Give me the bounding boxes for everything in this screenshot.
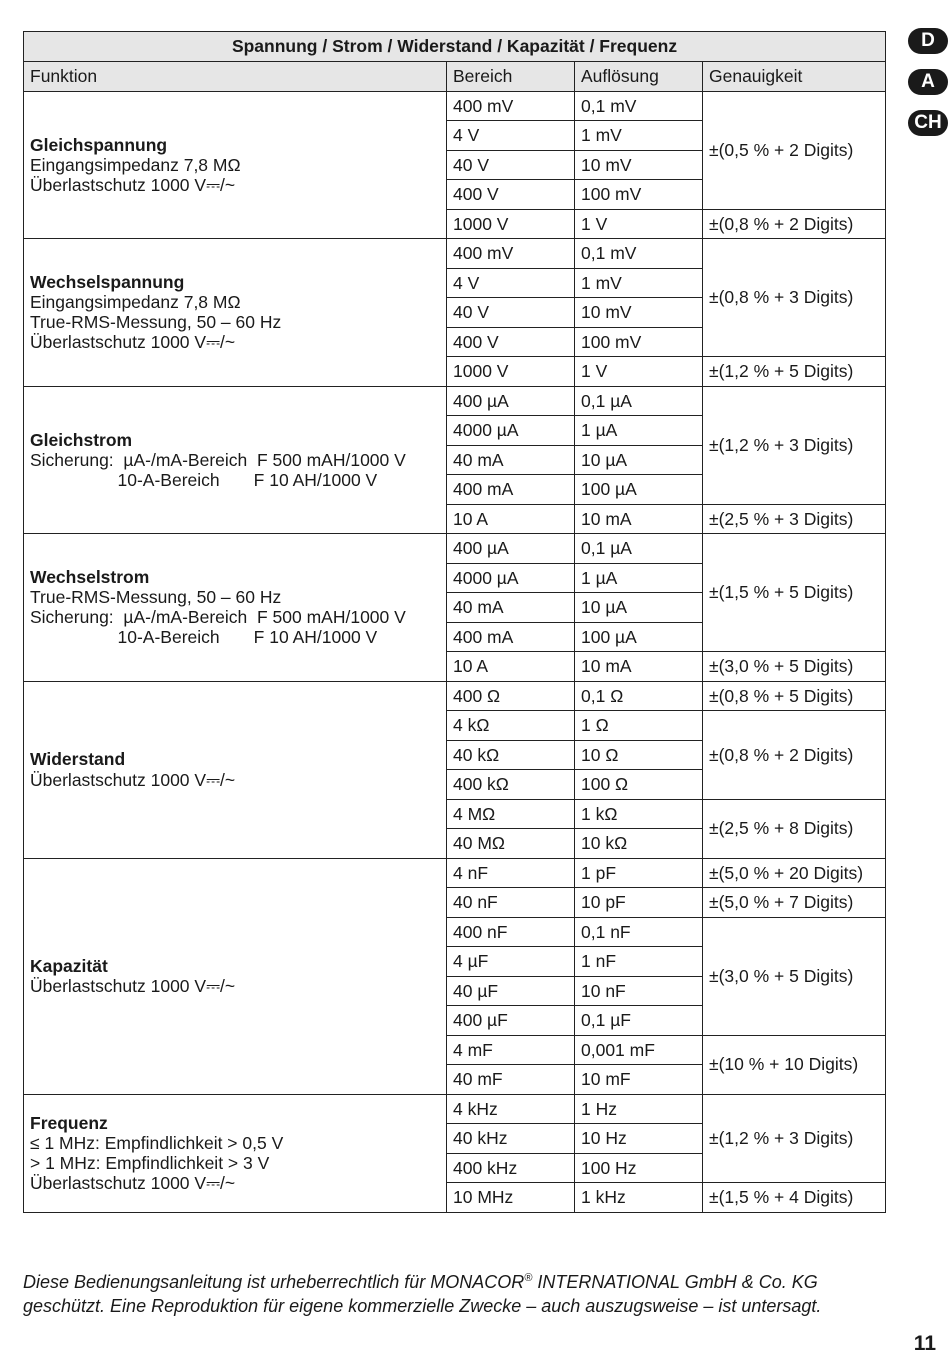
range-cell: 400 V [447,180,575,210]
table-row [24,858,886,888]
accuracy-cell: ±(2,5 % + 8 Digits) [703,799,886,858]
table-body [24,91,886,1212]
range-cell: 4 MΩ [447,799,575,829]
function-detail-line: Eingangsimpedanz 7,8 MΩ [30,292,241,313]
resolution-cell: 10 Ω [575,740,703,770]
resolution-cell: 10 kΩ [575,829,703,859]
range-cell: 40 mA [447,445,575,475]
range-cell: 4 µF [447,947,575,977]
resolution-cell: 1 µA [575,416,703,446]
resolution-cell: 1 pF [575,858,703,888]
accuracy-cell: ±(5,0 % + 20 Digits) [703,858,886,888]
resolution-cell: 10 mV [575,150,703,180]
table-row [24,681,886,711]
range-cell: 10 MHz [447,1183,575,1213]
range-cell: 40 V [447,298,575,328]
resolution-cell: 10 mA [575,652,703,682]
table-row [24,386,886,416]
resolution-cell: 0,001 mF [575,1035,703,1065]
resolution-cell: 0,1 mV [575,239,703,269]
copyright-line-2: geschützt. Eine Reproduktion für eigene kommerzielle Zwecke – auch auszugsweise – ist untersagt. [23,1296,822,1316]
range-cell: 4 mF [447,1035,575,1065]
table-row [24,534,886,564]
range-cell: 4 V [447,121,575,151]
resolution-cell: 1 Ω [575,711,703,741]
column-header-genauigkeit: Genauigkeit [703,62,886,92]
function-name: Kapazität [30,955,108,976]
range-cell: 1000 V [447,357,575,387]
function-detail-line: Überlastschutz 1000 V⎓/~ [30,1173,236,1194]
range-cell: 400 nF [447,917,575,947]
function-cell [24,681,447,858]
accuracy-cell: ±(1,5 % + 5 Digits) [703,534,886,652]
resolution-cell: 100 µA [575,622,703,652]
resolution-cell: 1 kΩ [575,799,703,829]
function-detail-line: True-RMS-Messung, 50 – 60 Hz [30,312,282,333]
range-cell: 1000 V [447,209,575,239]
table-title: Spannung / Strom / Widerstand / Kapazität / Frequenz [24,32,886,62]
accuracy-cell: ±(1,2 % + 5 Digits) [703,357,886,387]
range-cell: 400 mV [447,91,575,121]
range-cell: 400 mA [447,475,575,505]
function-cell [24,91,447,239]
range-cell: 4 kΩ [447,711,575,741]
function-detail-line: Überlastschutz 1000 V⎓/~ [30,332,236,353]
function-detail-line: ≤ 1 MHz: Empfindlichkeit > 0,5 V [30,1132,284,1153]
function-cell [24,858,447,1094]
resolution-cell: 0,1 µF [575,1006,703,1036]
function-detail-line: Sicherung: µA-/mA-Bereich F 500 mAH/1000 V [30,449,406,470]
function-detail-line: Eingangsimpedanz 7,8 MΩ [30,154,241,175]
resolution-cell: 10 mF [575,1065,703,1095]
resolution-cell: 10 µA [575,593,703,623]
range-cell: 400 kHz [447,1153,575,1183]
range-cell: 400 kΩ [447,770,575,800]
resolution-cell: 10 µA [575,445,703,475]
range-cell: 10 A [447,504,575,534]
resolution-cell: 1 mV [575,121,703,151]
accuracy-cell: ±(2,5 % + 3 Digits) [703,504,886,534]
function-detail-line: 10-A-Bereich F 10 AH/1000 V [30,627,378,648]
resolution-cell: 10 pF [575,888,703,918]
resolution-cell: 100 Hz [575,1153,703,1183]
table-row [24,91,886,121]
language-tab-d: D [908,28,948,54]
resolution-cell: 0,1 nF [575,917,703,947]
range-cell: 400 µA [447,386,575,416]
column-header-aufloesung: Auflösung [575,62,703,92]
function-detail-line: Überlastschutz 1000 V⎓/~ [30,976,236,996]
copyright-text-a: Diese Bedienungsanleitung ist urheberrechtlich für MONACOR [23,1272,525,1292]
accuracy-cell: ±(0,8 % + 3 Digits) [703,239,886,357]
specifications-table [23,31,886,1213]
resolution-cell: 100 µA [575,475,703,505]
resolution-cell: 1 µA [575,563,703,593]
resolution-cell: 1 Hz [575,1094,703,1124]
range-cell: 10 A [447,652,575,682]
function-name: Gleichspannung [30,134,168,155]
range-cell: 400 µF [447,1006,575,1036]
resolution-cell: 10 mA [575,504,703,534]
range-cell: 4 V [447,268,575,298]
column-header-bereich: Bereich [447,62,575,92]
range-cell: 4000 µA [447,416,575,446]
range-cell: 40 V [447,150,575,180]
resolution-cell: 1 mV [575,268,703,298]
range-cell: 400 V [447,327,575,357]
resolution-cell: 0,1 µA [575,534,703,564]
resolution-cell: 1 V [575,357,703,387]
function-name: Gleichstrom [30,429,133,450]
function-detail-line: Sicherung: µA-/mA-Bereich F 500 mAH/1000 V [30,607,406,628]
accuracy-cell: ±(3,0 % + 5 Digits) [703,917,886,1035]
page-number: 11 [913,1332,936,1355]
resolution-cell: 1 V [575,209,703,239]
resolution-cell: 100 mV [575,180,703,210]
resolution-cell: 100 mV [575,327,703,357]
accuracy-cell: ±(10 % + 10 Digits) [703,1035,886,1094]
copyright-notice [23,1266,903,1318]
accuracy-cell: ±(0,5 % + 2 Digits) [703,91,886,209]
accuracy-cell: ±(3,0 % + 5 Digits) [703,652,886,682]
accuracy-cell: ±(0,8 % + 2 Digits) [703,209,886,239]
range-cell: 40 kHz [447,1124,575,1154]
range-cell: 40 µF [447,976,575,1006]
range-cell: 400 Ω [447,681,575,711]
range-cell: 400 mA [447,622,575,652]
function-cell [24,386,447,534]
range-cell: 40 nF [447,888,575,918]
language-tab-ch: CH [908,110,948,136]
range-cell: 40 MΩ [447,829,575,859]
range-cell: 40 kΩ [447,740,575,770]
resolution-cell: 1 kHz [575,1183,703,1213]
resolution-cell: 0,1 µA [575,386,703,416]
function-cell [24,534,447,682]
resolution-cell: 0,1 Ω [575,681,703,711]
function-name: Frequenz [30,1112,108,1133]
resolution-cell: 10 Hz [575,1124,703,1154]
table-row [24,1094,886,1124]
accuracy-cell: ±(1,2 % + 3 Digits) [703,1094,886,1183]
function-cell [24,239,447,387]
function-name: Wechselspannung [30,272,185,292]
accuracy-cell: ±(1,5 % + 4 Digits) [703,1183,886,1213]
range-cell: 4 nF [447,858,575,888]
function-detail-line: True-RMS-Messung, 50 – 60 Hz [30,587,282,608]
resolution-cell: 10 nF [575,976,703,1006]
range-cell: 4 kHz [447,1094,575,1124]
function-detail-line: Überlastschutz 1000 V⎓/~ [30,174,236,195]
range-cell: 40 mF [447,1065,575,1095]
function-name: Widerstand [30,749,126,770]
accuracy-cell: ±(5,0 % + 7 Digits) [703,888,886,918]
copyright-line-1 [23,1266,903,1294]
function-name: Wechselstrom [30,567,150,587]
function-detail-line: Überlastschutz 1000 V⎓/~ [30,769,236,790]
accuracy-cell: ±(0,8 % + 2 Digits) [703,711,886,800]
registered-mark: ® [524,1272,533,1284]
column-header-funktion: Funktion [24,62,447,92]
accuracy-cell: ±(1,2 % + 3 Digits) [703,386,886,504]
function-detail-line: > 1 MHz: Empfindlichkeit > 3 V [30,1153,270,1173]
copyright-text-b: INTERNATIONAL GmbH & Co. KG [532,1272,818,1292]
resolution-cell: 10 mV [575,298,703,328]
accuracy-cell: ±(0,8 % + 5 Digits) [703,681,886,711]
range-cell: 4000 µA [447,563,575,593]
language-tab-a: A [908,69,948,95]
range-cell: 400 µA [447,534,575,564]
function-cell [24,1094,447,1212]
table-row [24,239,886,269]
resolution-cell: 0,1 mV [575,91,703,121]
function-detail-line: 10-A-Bereich F 10 AH/1000 V [30,469,378,490]
resolution-cell: 100 Ω [575,770,703,800]
range-cell: 400 mV [447,239,575,269]
range-cell: 40 mA [447,593,575,623]
resolution-cell: 1 nF [575,947,703,977]
